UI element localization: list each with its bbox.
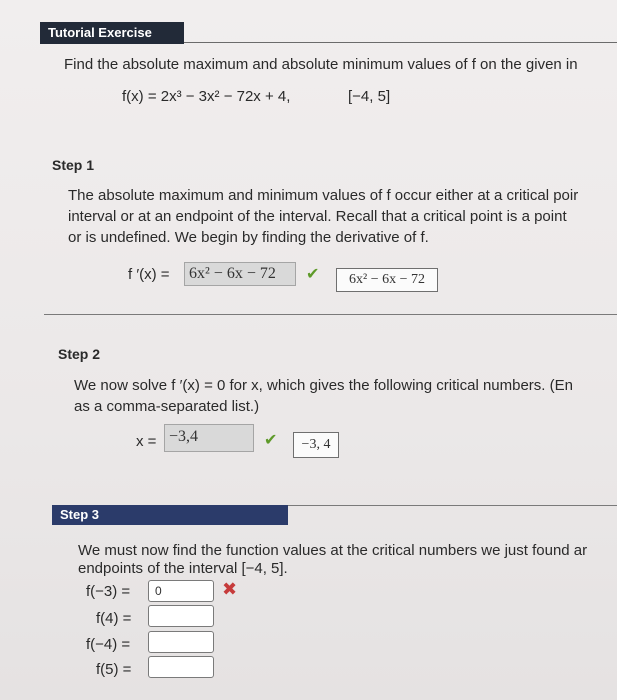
header-title: Tutorial Exercise	[40, 22, 184, 44]
f-neg4-input[interactable]	[148, 631, 214, 653]
problem-instruction: Find the absolute maximum and absolute minimum values of f on the given in	[64, 56, 578, 73]
step2-title: Step 2	[58, 346, 101, 362]
check-icon: ✔	[264, 432, 278, 449]
f-neg3-input[interactable]: 0	[148, 580, 214, 602]
step3-divider	[288, 505, 617, 506]
check-icon: ✔	[306, 266, 320, 283]
derivative-answer-field[interactable]: 6x² − 6x − 72	[184, 262, 296, 286]
f-5-input[interactable]	[148, 656, 214, 678]
wrong-x-icon: ✖	[222, 579, 238, 599]
f-5-label: f(5) =	[96, 661, 132, 678]
derivative-correct-answer: 6x² − 6x − 72	[336, 268, 438, 292]
step1-line3: or is undefined. We begin by finding the derivative of f.	[68, 229, 429, 246]
f-4-label: f(4) =	[96, 610, 132, 627]
step1-line2: interval or at an endpoint of the interval. Recall that a critical point is a point	[68, 208, 567, 225]
step1-line1: The absolute maximum and minimum values of f occur either at a critical poir	[68, 187, 579, 204]
f-4-input[interactable]	[148, 605, 214, 627]
step1-title: Step 1	[52, 157, 95, 173]
step3-line1: We must now find the function values at the critical numbers we just found ar	[78, 542, 588, 559]
step2-line1: We now solve f ′(x) = 0 for x, which gives the following critical numbers. (En	[74, 377, 573, 394]
critical-numbers-correct-answer: −3, 4	[293, 432, 339, 458]
section-divider	[44, 314, 617, 315]
f-neg4-label: f(−4) =	[86, 636, 131, 653]
problem-function: f(x) = 2x³ − 3x² − 72x + 4,	[122, 88, 291, 105]
problem-interval: [−4, 5]	[348, 88, 391, 105]
step3-title: Step 3	[52, 505, 288, 525]
critical-numbers-field[interactable]: −3,4	[164, 424, 254, 452]
step2-line2: as a comma-separated list.)	[74, 398, 260, 415]
step3-line2: endpoints of the interval [−4, 5].	[78, 560, 288, 577]
derivative-label: f ′(x) =	[128, 266, 170, 283]
x-label: x =	[136, 433, 157, 450]
f-neg3-label: f(−3) =	[86, 583, 131, 600]
